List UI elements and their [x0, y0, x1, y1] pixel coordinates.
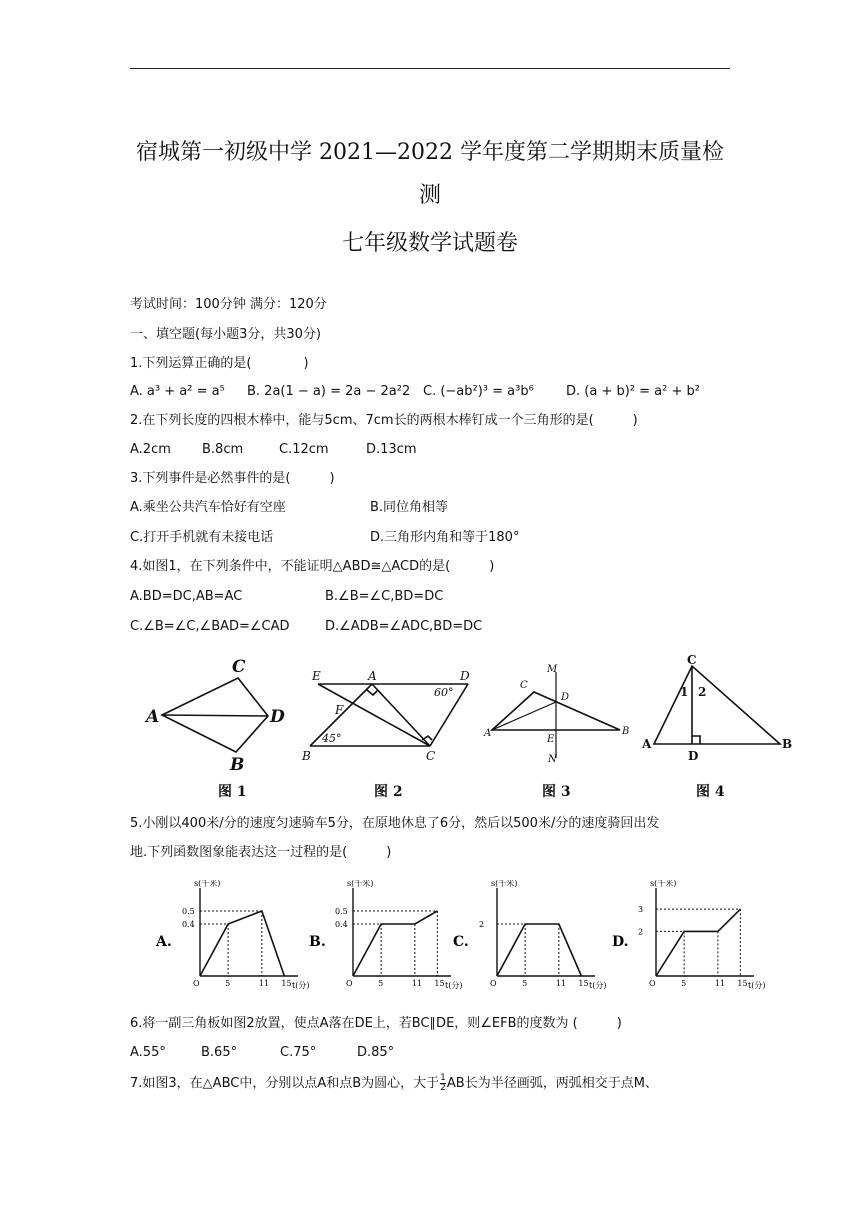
question-1-stem: 1.下列运算正确的是( ) — [130, 356, 309, 371]
fig2-label-c: C — [426, 749, 436, 763]
graph-x-label: t(分) — [445, 981, 463, 990]
question-1-option-d: D. (a + b)² = a² + b² — [566, 384, 700, 399]
question-6-option-b: B.65° — [201, 1045, 238, 1060]
graph-function-line — [200, 911, 284, 976]
fig3-label-a: A — [484, 728, 492, 739]
question-3-option-b: B.同位角相等 — [370, 500, 449, 515]
question-6-stem: 6.将一副三角板如图2放置，使点A落在DE上，若BC∥DE，则∠EFB的度数为 ( ) — [130, 1016, 622, 1031]
fig3-label-c: C — [520, 680, 528, 691]
header-rule — [130, 68, 730, 69]
geometry-figures — [0, 650, 860, 810]
graph-x-tick-label: 15 — [434, 979, 445, 988]
fig4-caption: 图 4 — [696, 784, 725, 800]
exam-info: 考试时间：100分钟 满分：120分 — [130, 297, 327, 312]
fig4-label-b: B — [782, 737, 793, 751]
graph-function-line — [353, 911, 437, 976]
graph-x-tick-label: 11 — [411, 979, 423, 988]
fig2-label-b: B — [302, 749, 311, 763]
graph-y-tick-label: 0.4 — [335, 920, 348, 929]
question-5-stem-line1: 5.小刚以400米/分的速度匀速骑车5分，在原地休息了6分，然后以500米/分的速度骑回出发 — [130, 816, 660, 831]
question-5-stem-line2: 地.下列函数图象能表达这一过程的是( ) — [130, 845, 392, 860]
graph-origin-label: O — [346, 979, 353, 988]
graph-origin-label: O — [193, 979, 200, 988]
fig2-right-angle-a — [367, 690, 378, 695]
fig1-label-a: A — [146, 707, 160, 727]
graph-function-line — [497, 924, 581, 976]
fig2-angle-b: 45° — [322, 732, 342, 745]
graph-x-label: t(分) — [292, 981, 310, 990]
fig2-angle-d: 60° — [434, 686, 454, 699]
graph-option-label: C. — [453, 934, 469, 950]
fig3-label-e: E — [547, 734, 555, 745]
fig4-label-2: 2 — [698, 685, 707, 699]
fig1-label-d: D — [270, 707, 285, 727]
question-1-option-a: A. a³ + a² = a⁵ — [130, 384, 225, 399]
fig2-label-f: F — [335, 703, 344, 717]
fig3-label-b: B — [622, 726, 630, 737]
question-7-stem-pre: 7.如图3，在△ABC中，分别以点A和点B为圆心，大于 — [130, 1076, 440, 1091]
fig1-diagonal — [162, 715, 268, 716]
fig3-caption: 图 3 — [542, 784, 571, 800]
graph-x-tick-label: 11 — [714, 979, 726, 988]
graph-x-tick-label: 5 — [225, 979, 231, 988]
question-2-option-c: C.12cm — [279, 442, 329, 457]
question-3-option-c: C.打开手机就有未接电话 — [130, 530, 274, 545]
question-2-stem: 2.在下列长度的四根木棒中，能与5cm、7cm长的两根木棒钉成一个三角形的是( ) — [130, 413, 638, 428]
fig4-right-angle — [692, 736, 700, 744]
graph-option-label: B. — [309, 934, 326, 950]
graph-x-label: t(分) — [748, 981, 766, 990]
graph-x-tick-label: 5 — [378, 979, 384, 988]
fig2-line-ac — [372, 684, 430, 746]
graph-x-tick-label: 5 — [522, 979, 528, 988]
exam-title-line1: 宿城第一初级中学 2021—2022 学年度第二学期期末质量检 — [136, 140, 724, 165]
fraction-denominator: 2 — [440, 1083, 446, 1093]
graph-x-tick-label: 15 — [281, 979, 292, 988]
graph-x-tick-label: 15 — [578, 979, 589, 988]
fig4-label-d: D — [688, 749, 699, 763]
question-2-option-a: A.2cm — [130, 442, 171, 457]
fig1-caption: 图 1 — [218, 784, 247, 800]
graph-function-line — [656, 909, 740, 976]
graph-y-tick-label: 2 — [638, 927, 644, 937]
question-4-option-b: B.∠B=∠C,BD=DC — [325, 589, 444, 604]
fig4-label-c: C — [687, 653, 697, 667]
question-4-option-c: C.∠B=∠C,∠BAD=∠CAD — [130, 619, 290, 634]
fig1-label-c: C — [232, 657, 246, 677]
graph-x-tick-label: 15 — [737, 979, 748, 988]
fig3-label-n: N — [548, 754, 557, 765]
fig4-label-a: A — [642, 737, 652, 751]
graph-y-tick-label: 3 — [638, 905, 644, 915]
question-7-stem-post: AB长为半径画弧，两弧相交于点M、 — [446, 1076, 658, 1091]
question-4-option-d: D.∠ADB=∠ADC,BD=DC — [325, 619, 483, 634]
graph-x-tick-label: 11 — [258, 979, 270, 988]
fig1-label-b: B — [230, 755, 245, 775]
q5-function-graphs — [0, 880, 860, 1005]
question-6-option-c: C.75° — [280, 1045, 317, 1060]
graph-y-tick-label: 0.5 — [182, 907, 195, 916]
question-2-option-d: D.13cm — [366, 442, 417, 457]
graph-option-label: A. — [156, 934, 172, 950]
graph-x-tick-label: 11 — [555, 979, 567, 988]
fig2-label-a: A — [368, 669, 377, 683]
question-6-option-d: D.85° — [357, 1045, 395, 1060]
fig2-caption: 图 2 — [374, 784, 403, 800]
section-heading: 一、填空题(每小题3分，共30分) — [130, 327, 321, 342]
graph-y-label: s(千米) — [347, 880, 374, 888]
graph-y-label: s(千米) — [491, 880, 518, 888]
graph-y-tick-label: 0.4 — [182, 920, 195, 929]
graph-origin-label: O — [649, 979, 656, 988]
question-1-option-b: B. 2a(1 − a) = 2a − 2a²2 — [247, 384, 411, 399]
fig3-line-ad — [492, 702, 556, 730]
fig4-label-1: 1 — [680, 685, 689, 699]
graph-x-tick-label: 5 — [681, 979, 687, 988]
graph-y-tick-label: 0.5 — [335, 907, 348, 916]
graph-y-label: s(千米) — [650, 880, 677, 888]
question-3-option-d: D.三角形内角和等于180° — [370, 530, 520, 545]
question-3-option-a: A.乘坐公共汽车恰好有空座 — [130, 500, 286, 515]
exam-subtitle: 七年级数学试题卷 — [341, 231, 518, 256]
graph-x-label: t(分) — [589, 981, 607, 990]
question-3-stem: 3.下列事件是必然事件的是( ) — [130, 471, 335, 486]
fig2-label-d: D — [460, 669, 470, 683]
fraction-numerator: 1 — [440, 1073, 446, 1083]
question-2-option-b: B.8cm — [202, 442, 244, 457]
graph-option-label: D. — [612, 934, 629, 950]
question-1-option-c: C. (−ab²)³ = a³b⁶ — [423, 384, 534, 399]
question-4-option-a: A.BD=DC,AB=AC — [130, 589, 243, 604]
fraction-half — [440, 1074, 446, 1093]
graph-y-tick-label: 2 — [479, 920, 485, 929]
fig2-label-e: E — [312, 669, 321, 683]
fig4-triangle — [654, 666, 780, 744]
question-7-stem — [130, 1074, 658, 1093]
fig3-label-m: M — [547, 664, 558, 675]
question-6-option-a: A.55° — [130, 1045, 166, 1060]
fig3-label-d: D — [561, 692, 570, 703]
graph-y-label: s(千米) — [194, 880, 221, 888]
graph-origin-label: O — [490, 979, 497, 988]
question-4-stem: 4.如图1，在下列条件中，不能证明△ABD≅△ACD的是( ) — [130, 559, 495, 574]
exam-title-line2: 测 — [418, 183, 441, 208]
